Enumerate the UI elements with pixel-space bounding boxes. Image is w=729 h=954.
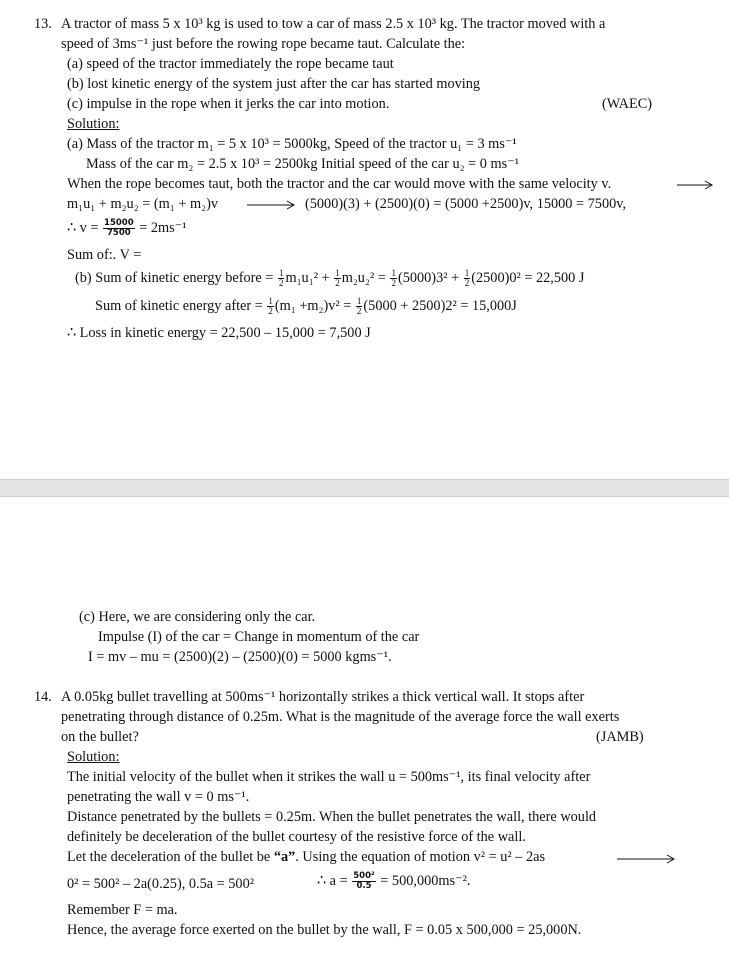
ke-after-line: Sum of kinetic energy after = $\frac{1}{2}$ (m₁ +m₂)v² = $\frac{1}{2}$ (5000 + 2500)2² = 15,000J bbox=[95, 296, 517, 317]
ke-loss-line: ∴ Loss in kinetic energy = 22,500 – 15,000 = 7,500 J bbox=[67, 325, 371, 341]
part-c-line-1: (c) Here, we are considering only the car. bbox=[79, 609, 316, 625]
question-14-line-2: penetrating through distance of 0.25m. What is the magnitude of the average force the wall exerts bbox=[61, 709, 620, 725]
question-14-number: 14. bbox=[34, 689, 52, 705]
solution-line-5: Let the deceleration of the bullet be “a”. Using the equation of motion v² = u² – 2as bbox=[67, 849, 546, 865]
solution-label: Solution: bbox=[67, 749, 120, 765]
half-fraction: $\frac{1}{2}$ bbox=[278, 268, 284, 289]
solution-line-1: The initial velocity of the bullet when it strikes the wall u = 500ms⁻¹, its final velocity after bbox=[67, 769, 591, 785]
question-13-number: 13. bbox=[34, 16, 52, 32]
part-c-line-2: Impulse (I) of the car = Change in momentum of the car bbox=[98, 629, 420, 645]
solution-line-2: Mass of the car m₂ = 2.5 x 10³ = 2500kg Initial speed of the car u₂ = 0 ms⁻¹ bbox=[86, 156, 520, 172]
acceleration-result: ∴ a = $\frac{\text{500²}}{0.5}$ = 500,000ms⁻². bbox=[317, 871, 471, 892]
solution-line-3: Distance penetrated by the bullets = 0.25m. When the bullet penetrates the wall, there would bbox=[67, 809, 597, 825]
solution-line-7: Remember F = ma. bbox=[67, 902, 178, 918]
arrow-right-icon bbox=[247, 200, 297, 210]
question-14-line-1: A 0.05kg bullet travelling at 500ms⁻¹ horizontally strikes a thick vertical wall. It stops after bbox=[61, 689, 585, 705]
solution-line-2: penetrating the wall v = 0 ms⁻¹. bbox=[67, 789, 250, 805]
acceleration-equation: 0² = 500² – 2a(0.25), 0.5a = 500² bbox=[67, 876, 255, 892]
half-fraction: $\frac{1}{2}$ bbox=[391, 268, 396, 289]
solution-line-3: When the rope becomes taut, both the tractor and the car would move with the same velocity v. bbox=[67, 176, 612, 192]
solution-label: Solution: bbox=[67, 116, 120, 132]
question-13-line-2: speed of 3ms⁻¹ just before the rowing rope became taut. Calculate the: bbox=[61, 36, 466, 52]
velocity-result bbox=[67, 219, 187, 238]
solution-line-1: (a) Mass of the tractor m₁ = 5 x 10³ = 5000kg, Speed of the tractor u₁ = 3 ms⁻¹ bbox=[67, 136, 517, 152]
ke-before-line: (b) Sum of kinetic energy before = $\frac{1}{2}$ m₁u₁² + $\frac{1}{2}$ m₂u₂² = $\frac{1}{2}$ (5000)3² + $\frac{1}{2}$ (2500)0² = 22,500 J bbox=[75, 268, 585, 289]
question-13-part-b: (b) lost kinetic energy of the system just after the car has started moving bbox=[67, 76, 481, 92]
solution-line-4: definitely be deceleration of the bullet courtesy of the resistive force of the wall. bbox=[67, 829, 526, 845]
momentum-equation: m₁u₁ + m₂u₂ = (m₁ + m₂)v bbox=[67, 196, 218, 212]
arrow-right-icon bbox=[677, 180, 715, 190]
arrow-right-icon bbox=[617, 854, 677, 864]
velocity-fraction: $\frac{15000}{7500}$ bbox=[104, 218, 134, 239]
part-c-line-3: I = mv – mu = (2500)(2) – (2500)(0) = 5000 kgms⁻¹. bbox=[88, 649, 392, 665]
momentum-substitution: (5000)(3) + (2500)(0) = (5000 +2500)v, 15000 = 7500v, bbox=[305, 196, 627, 212]
sum-of-line: Sum of:. V = bbox=[67, 247, 142, 263]
question-13-part-a: (a) speed of the tractor immediately the rope became taut bbox=[67, 56, 394, 72]
question-13-source: (WAEC) bbox=[602, 96, 653, 112]
page-2 bbox=[0, 497, 729, 954]
half-fraction: $\frac{1}{2}$ bbox=[268, 296, 273, 317]
question-13-part-c: (c) impulse in the rope when it jerks the car into motion. bbox=[67, 96, 390, 112]
half-fraction: $\frac{1}{2}$ bbox=[335, 268, 340, 289]
question-14-source: (JAMB) bbox=[596, 729, 644, 745]
page-gap bbox=[0, 479, 729, 497]
half-fraction: $\frac{1}{2}$ bbox=[356, 296, 362, 317]
velocity-value: = 2ms⁻¹ bbox=[139, 220, 187, 236]
question-14-line-3: on the bullet? bbox=[61, 729, 139, 745]
solution-line-8: Hence, the average force exerted on the bullet by the wall, F = 0.05 x 500,000 = 25,000N. bbox=[67, 922, 582, 938]
question-13-line-1: A tractor of mass 5 x 10³ kg is used to tow a car of mass 2.5 x 10³ kg. The tractor moved with a bbox=[61, 16, 606, 32]
acceleration-fraction: $\frac{\text{500²}}{0.5}$ bbox=[353, 871, 375, 892]
velocity-prefix: ∴ v = bbox=[67, 220, 99, 236]
half-fraction: $\frac{1}{2}$ bbox=[464, 268, 470, 289]
